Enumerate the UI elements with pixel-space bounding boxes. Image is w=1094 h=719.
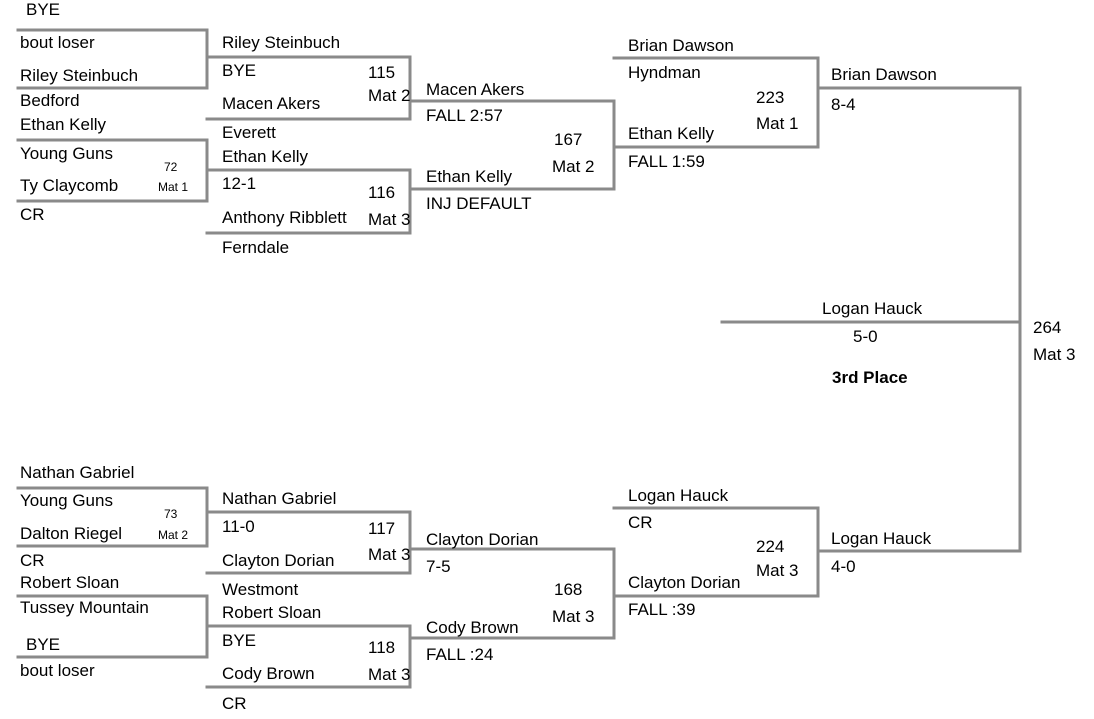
r1-m1-wrestler1: BYE (26, 0, 61, 19)
r1-m4-wrestler2: BYE (26, 635, 61, 654)
b223-bout-number: 223 (756, 88, 785, 107)
b115-wrestler2-sub: Everett (222, 123, 276, 142)
b168-wrestler2-sub: FALL :24 (426, 645, 494, 664)
r1-m4-wrestler2-sub: bout loser (20, 661, 95, 680)
r1-m2-wrestler2-sub: CR (20, 205, 45, 224)
r1-m3-wrestler2-sub: CR (20, 551, 45, 570)
r5-top-score: 8-4 (831, 95, 856, 114)
r1-m2-bout-number: 72 (164, 160, 178, 174)
place-label: 3rd Place (832, 368, 908, 387)
b117-wrestler2-sub: Westmont (222, 580, 299, 599)
b223-wrestler2: Ethan Kelly (628, 124, 714, 143)
final-mat: Mat 3 (1033, 345, 1076, 364)
b224-wrestler1: Logan Hauck (628, 486, 729, 505)
b118-mat: Mat 3 (368, 665, 411, 684)
b224-wrestler2-sub: FALL :39 (628, 600, 696, 619)
b118-bout-number: 118 (368, 638, 396, 657)
b117-bout-number: 117 (368, 519, 396, 538)
b224-mat: Mat 3 (756, 561, 799, 580)
b224-wrestler1-sub: CR (628, 513, 653, 532)
r1-m2-wrestler1-sub: Young Guns (20, 144, 113, 163)
b223-wrestler1-sub: Hyndman (628, 63, 701, 82)
b223-wrestler2-sub: FALL 1:59 (628, 152, 705, 171)
b115-bout-number: 115 (368, 63, 396, 82)
b167-wrestler2-sub: INJ DEFAULT (426, 194, 532, 213)
r1-m4-wrestler1: Robert Sloan (20, 573, 120, 592)
r1-m3-wrestler2: Dalton Riegel (20, 524, 123, 543)
final-winner-score: 5-0 (853, 327, 878, 346)
b224-bout-number: 224 (756, 537, 785, 556)
b168-bout-number: 168 (554, 580, 583, 599)
b223-wrestler1: Brian Dawson (628, 36, 734, 55)
b118-wrestler1: Robert Sloan (222, 603, 322, 622)
b167-mat: Mat 2 (552, 157, 595, 176)
b116-wrestler1: Ethan Kelly (222, 147, 308, 166)
r1-m3-wrestler1-sub: Young Guns (20, 491, 113, 510)
b167-wrestler1-sub: FALL 2:57 (426, 106, 503, 125)
r5-bottom-score: 4-0 (831, 557, 856, 576)
b117-wrestler1: Nathan Gabriel (222, 489, 337, 508)
b116-wrestler2-sub: Ferndale (222, 238, 290, 257)
b117-wrestler1-sub: 11-0 (222, 517, 255, 536)
b168-mat: Mat 3 (552, 607, 595, 626)
b118-wrestler1-sub: BYE (222, 631, 257, 650)
final-bout-number: 264 (1033, 318, 1062, 337)
r1-m4-wrestler1-sub: Tussey Mountain (20, 598, 149, 617)
b168-wrestler1-sub: 7-5 (426, 557, 451, 576)
r1-m1-wrestler1-sub: bout loser (20, 33, 95, 52)
b223-mat: Mat 1 (756, 114, 799, 133)
r1-m2-wrestler2: Ty Claycomb (20, 176, 119, 195)
b118-wrestler2: Cody Brown (222, 664, 315, 683)
r1-m3-mat: Mat 2 (158, 528, 189, 542)
r5-bottom-wrestler: Logan Hauck (831, 529, 932, 548)
b117-mat: Mat 3 (368, 545, 411, 564)
b167-wrestler2: Ethan Kelly (426, 167, 512, 186)
b117-wrestler2: Clayton Dorian (222, 551, 335, 570)
r1-m3-wrestler1: Nathan Gabriel (20, 463, 135, 482)
b168-wrestler2: Cody Brown (426, 618, 519, 637)
b167-bout-number: 167 (554, 130, 583, 149)
b116-mat: Mat 3 (368, 210, 411, 229)
r1-m2-wrestler1: Ethan Kelly (20, 115, 106, 134)
b115-wrestler2: Macen Akers (222, 94, 321, 113)
b115-wrestler1: Riley Steinbuch (222, 33, 341, 52)
r1-m3-bout-number: 73 (164, 507, 178, 521)
r1-m1-wrestler2-sub: Bedford (20, 91, 80, 110)
b167-wrestler1: Macen Akers (426, 80, 525, 99)
b168-wrestler1: Clayton Dorian (426, 530, 539, 549)
b116-wrestler2: Anthony Ribblett (222, 208, 347, 227)
r1-m1-wrestler2: Riley Steinbuch (20, 66, 139, 85)
r5-top-wrestler: Brian Dawson (831, 65, 937, 84)
b116-wrestler1-sub: 12-1 (222, 174, 257, 193)
b118-wrestler2-sub: CR (222, 694, 247, 713)
b115-mat: Mat 2 (368, 86, 411, 105)
b115-wrestler1-sub: BYE (222, 61, 257, 80)
b224-wrestler2: Clayton Dorian (628, 573, 741, 592)
bracket-connector-lines (18, 30, 1020, 687)
b116-bout-number: 116 (368, 183, 396, 202)
final-winner: Logan Hauck (822, 299, 923, 318)
r1-m2-mat: Mat 1 (158, 180, 189, 194)
